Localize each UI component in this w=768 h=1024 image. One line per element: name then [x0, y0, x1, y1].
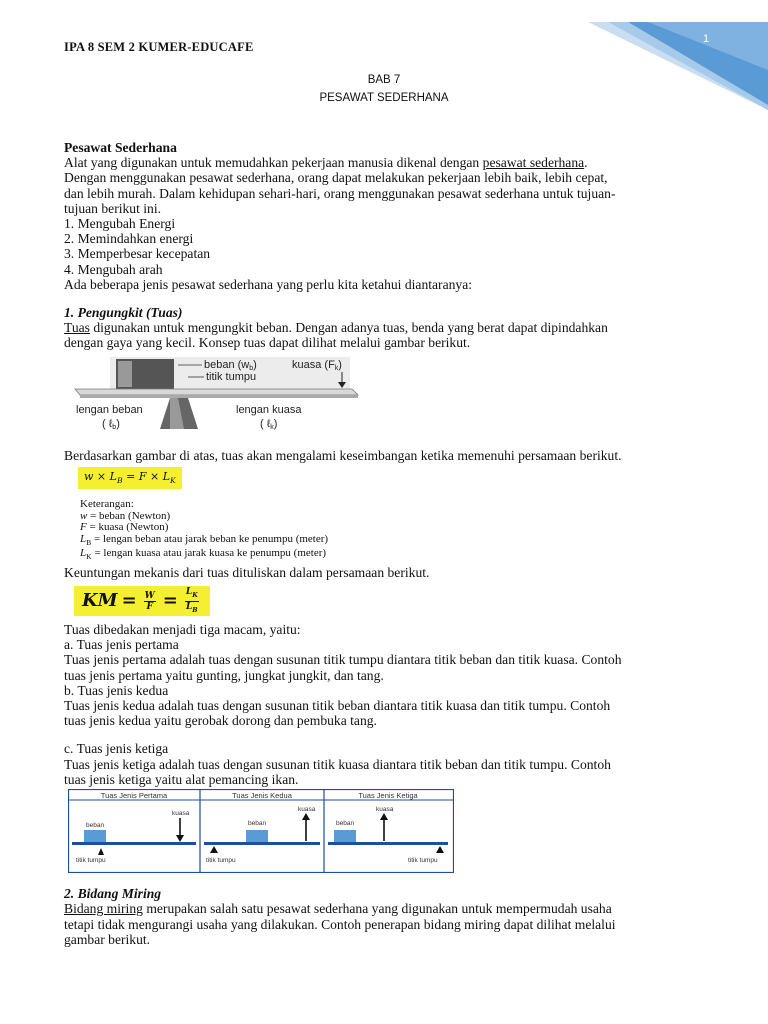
paragraph-line: tuas jenis kedua yaitu gerobak dorong dan pembuka tang.: [64, 713, 377, 729]
text: .: [584, 155, 588, 171]
load-label: beban (w: [204, 358, 250, 371]
subheading: c. Tuas jenis ketiga: [64, 741, 169, 757]
paragraph-line: Ada beberapa jenis pesawat sederhana yang perlu kita ketahui diantaranya:: [64, 276, 473, 292]
paragraph-line: [64, 320, 714, 335]
term-link[interactable]: pesawat sederhana: [482, 155, 585, 171]
balance-formula: [78, 467, 182, 489]
text: k: [334, 364, 339, 372]
svg-text:beban (wb): beban (wb): [204, 358, 257, 372]
document-header-title: IPA 8 SEM 2 KUMER-EDUCAFE: [64, 40, 254, 54]
text: b: [112, 423, 117, 431]
text: B: [116, 476, 123, 486]
list-item: 4. Mengubah arah: [64, 261, 163, 277]
text: =: [121, 590, 137, 612]
load-arm-label: lengan beban: [76, 403, 143, 416]
text: beban: [336, 820, 355, 828]
mechanical-advantage-formula: [74, 586, 210, 616]
subheading: b. Tuas jenis kedua: [64, 682, 169, 698]
svg-text:( ℓb): ( ℓb): [102, 417, 120, 431]
paragraph-line: Keuntungan mekanis dari tuas dituliskan dalam persamaan berikut.: [64, 564, 430, 580]
panel-title: Tuas Jenis Pertama: [100, 791, 168, 801]
text: b: [249, 364, 254, 372]
paragraph-line: Tuas jenis kedua adalah tuas dengan susunan titik beban diantara titik kuasa dan titik tumpu. Contoh: [64, 698, 611, 714]
text: titik tumpu: [206, 857, 236, 865]
note-item: w = beban (Newton): [80, 509, 171, 522]
list-item: 3. Memperbesar kecepatan: [64, 246, 211, 262]
paragraph-line: tuas jenis pertama yaitu gunting, jungkat jungkit, dan tang.: [64, 667, 384, 683]
chapter-title: PESAWAT SEDERHANA: [319, 92, 449, 104]
note-item: $L_B$ = lengan beban atau jarak beban ke penumpu (meter): [80, 532, 329, 547]
paragraph-line: tujuan berikut ini.: [64, 200, 162, 216]
panel-title: Tuas Jenis Ketiga: [358, 791, 418, 801]
text: =: [126, 470, 136, 484]
paragraph-line: Tuas jenis pertama adalah tuas dengan susunan titik tumpu diantara titik beban dan titik kuasa. Contoh: [64, 652, 622, 668]
paragraph-line: dengan gaya yang kecil. Konsep tuas dapat dilihat melalui gambar berikut.: [64, 335, 471, 351]
text: kuasa: [376, 806, 394, 814]
text: digunakan untuk mengungkit beban. Dengan adanya tuas, benda yang berat dapat dipindahkan: [89, 320, 608, 336]
text: beban: [86, 822, 105, 830]
paragraph-line: [64, 155, 714, 170]
text: L: [162, 470, 170, 484]
section-heading: Pesawat Sederhana: [64, 140, 177, 155]
term-link[interactable]: Tuas: [64, 320, 90, 336]
text: titik tumpu: [76, 857, 106, 865]
page-number: 1: [702, 33, 710, 45]
paragraph-line: Berdasarkan gambar di atas, tuas akan mengalami keseimbangan ketika memenuhi persamaan berikut.: [64, 447, 622, 463]
text: ( ℓ: [102, 417, 113, 430]
lever-kinds-figure: [68, 789, 714, 876]
document-body: [64, 140, 714, 947]
paragraph-line: Tuas jenis ketiga adalah tuas dengan susunan titik kuasa diantara titik beban dan titik tumpu. Contoh: [64, 756, 611, 772]
panel-title: Tuas Jenis Kedua: [232, 791, 292, 801]
lever-figure: [70, 355, 714, 440]
fraction: $\frac{L_K}{L_B}$: [185, 586, 198, 614]
text: titik tumpu: [408, 857, 438, 865]
text: Alat yang digunakan untuk memudahkan pekerjaan manusia dikenal dengan: [64, 155, 483, 171]
paragraph-line: tuas jenis ketiga yaitu alat pemancing ikan.: [64, 771, 299, 787]
section-heading: 1. Pengungkit (Tuas): [64, 305, 183, 321]
subheading: a. Tuas jenis pertama: [64, 637, 179, 653]
text: L: [109, 470, 117, 484]
text: ×: [149, 470, 160, 484]
effort-arm-label: lengan kuasa: [236, 403, 302, 416]
paragraph-line: dan lebih murah. Dalam kehidupan sehari-hari, orang menggunakan pesawat sederhana untuk tujuan-: [64, 185, 616, 201]
effort-label: kuasa (F: [292, 358, 335, 371]
text: =: [162, 590, 178, 612]
text: F: [138, 470, 147, 484]
fraction: $\frac{W}{F}$: [144, 590, 155, 612]
paragraph-line: Tuas dibedakan menjadi tiga macam, yaitu:: [64, 622, 301, 638]
text: beban: [248, 820, 267, 828]
chapter-number: BAB 7: [367, 74, 401, 86]
paragraph-line: Dengan menggunakan pesawat sederhana, orang dapat melakukan pekerjaan lebih baik, lebih cepat,: [64, 170, 608, 186]
text: KM: [82, 590, 118, 612]
paragraph-line: gambar berikut.: [64, 931, 151, 947]
text: w: [84, 470, 94, 484]
text: ×: [96, 470, 107, 484]
note-item: $L_K$ = lengan kuasa atau jarak kuasa ke penumpu (meter): [80, 547, 327, 562]
list-item: 1. Mengubah Energi: [64, 216, 176, 232]
text: k: [270, 423, 274, 431]
text: kuasa: [298, 806, 316, 814]
svg-text:kuasa (Fk): kuasa (Fk): [292, 358, 342, 372]
paragraph-line: [64, 901, 714, 916]
note-item: F = kuasa (Newton): [80, 521, 169, 534]
text: merupakan salah satu pesawat sederhana yang digunakan untuk mempermudah usaha: [142, 901, 612, 917]
text: K: [170, 476, 176, 486]
pivot-label: titik tumpu: [206, 370, 257, 383]
term-link[interactable]: Bidang miring: [64, 901, 143, 917]
paragraph-line: tetapi tidak mengurangi usaha yang dilakukan. Contoh penerapan bidang miring dapat dilihat melalui: [64, 916, 616, 932]
section-heading: 2. Bidang Miring: [64, 886, 162, 902]
text: kuasa: [172, 810, 190, 818]
notes-title: Keterangan:: [80, 498, 134, 511]
svg-text:( ℓk): ( ℓk): [260, 417, 278, 431]
formula-notes: [80, 499, 714, 562]
list-item: 2. Memindahkan energi: [64, 231, 194, 247]
text: ( ℓ: [260, 417, 271, 430]
